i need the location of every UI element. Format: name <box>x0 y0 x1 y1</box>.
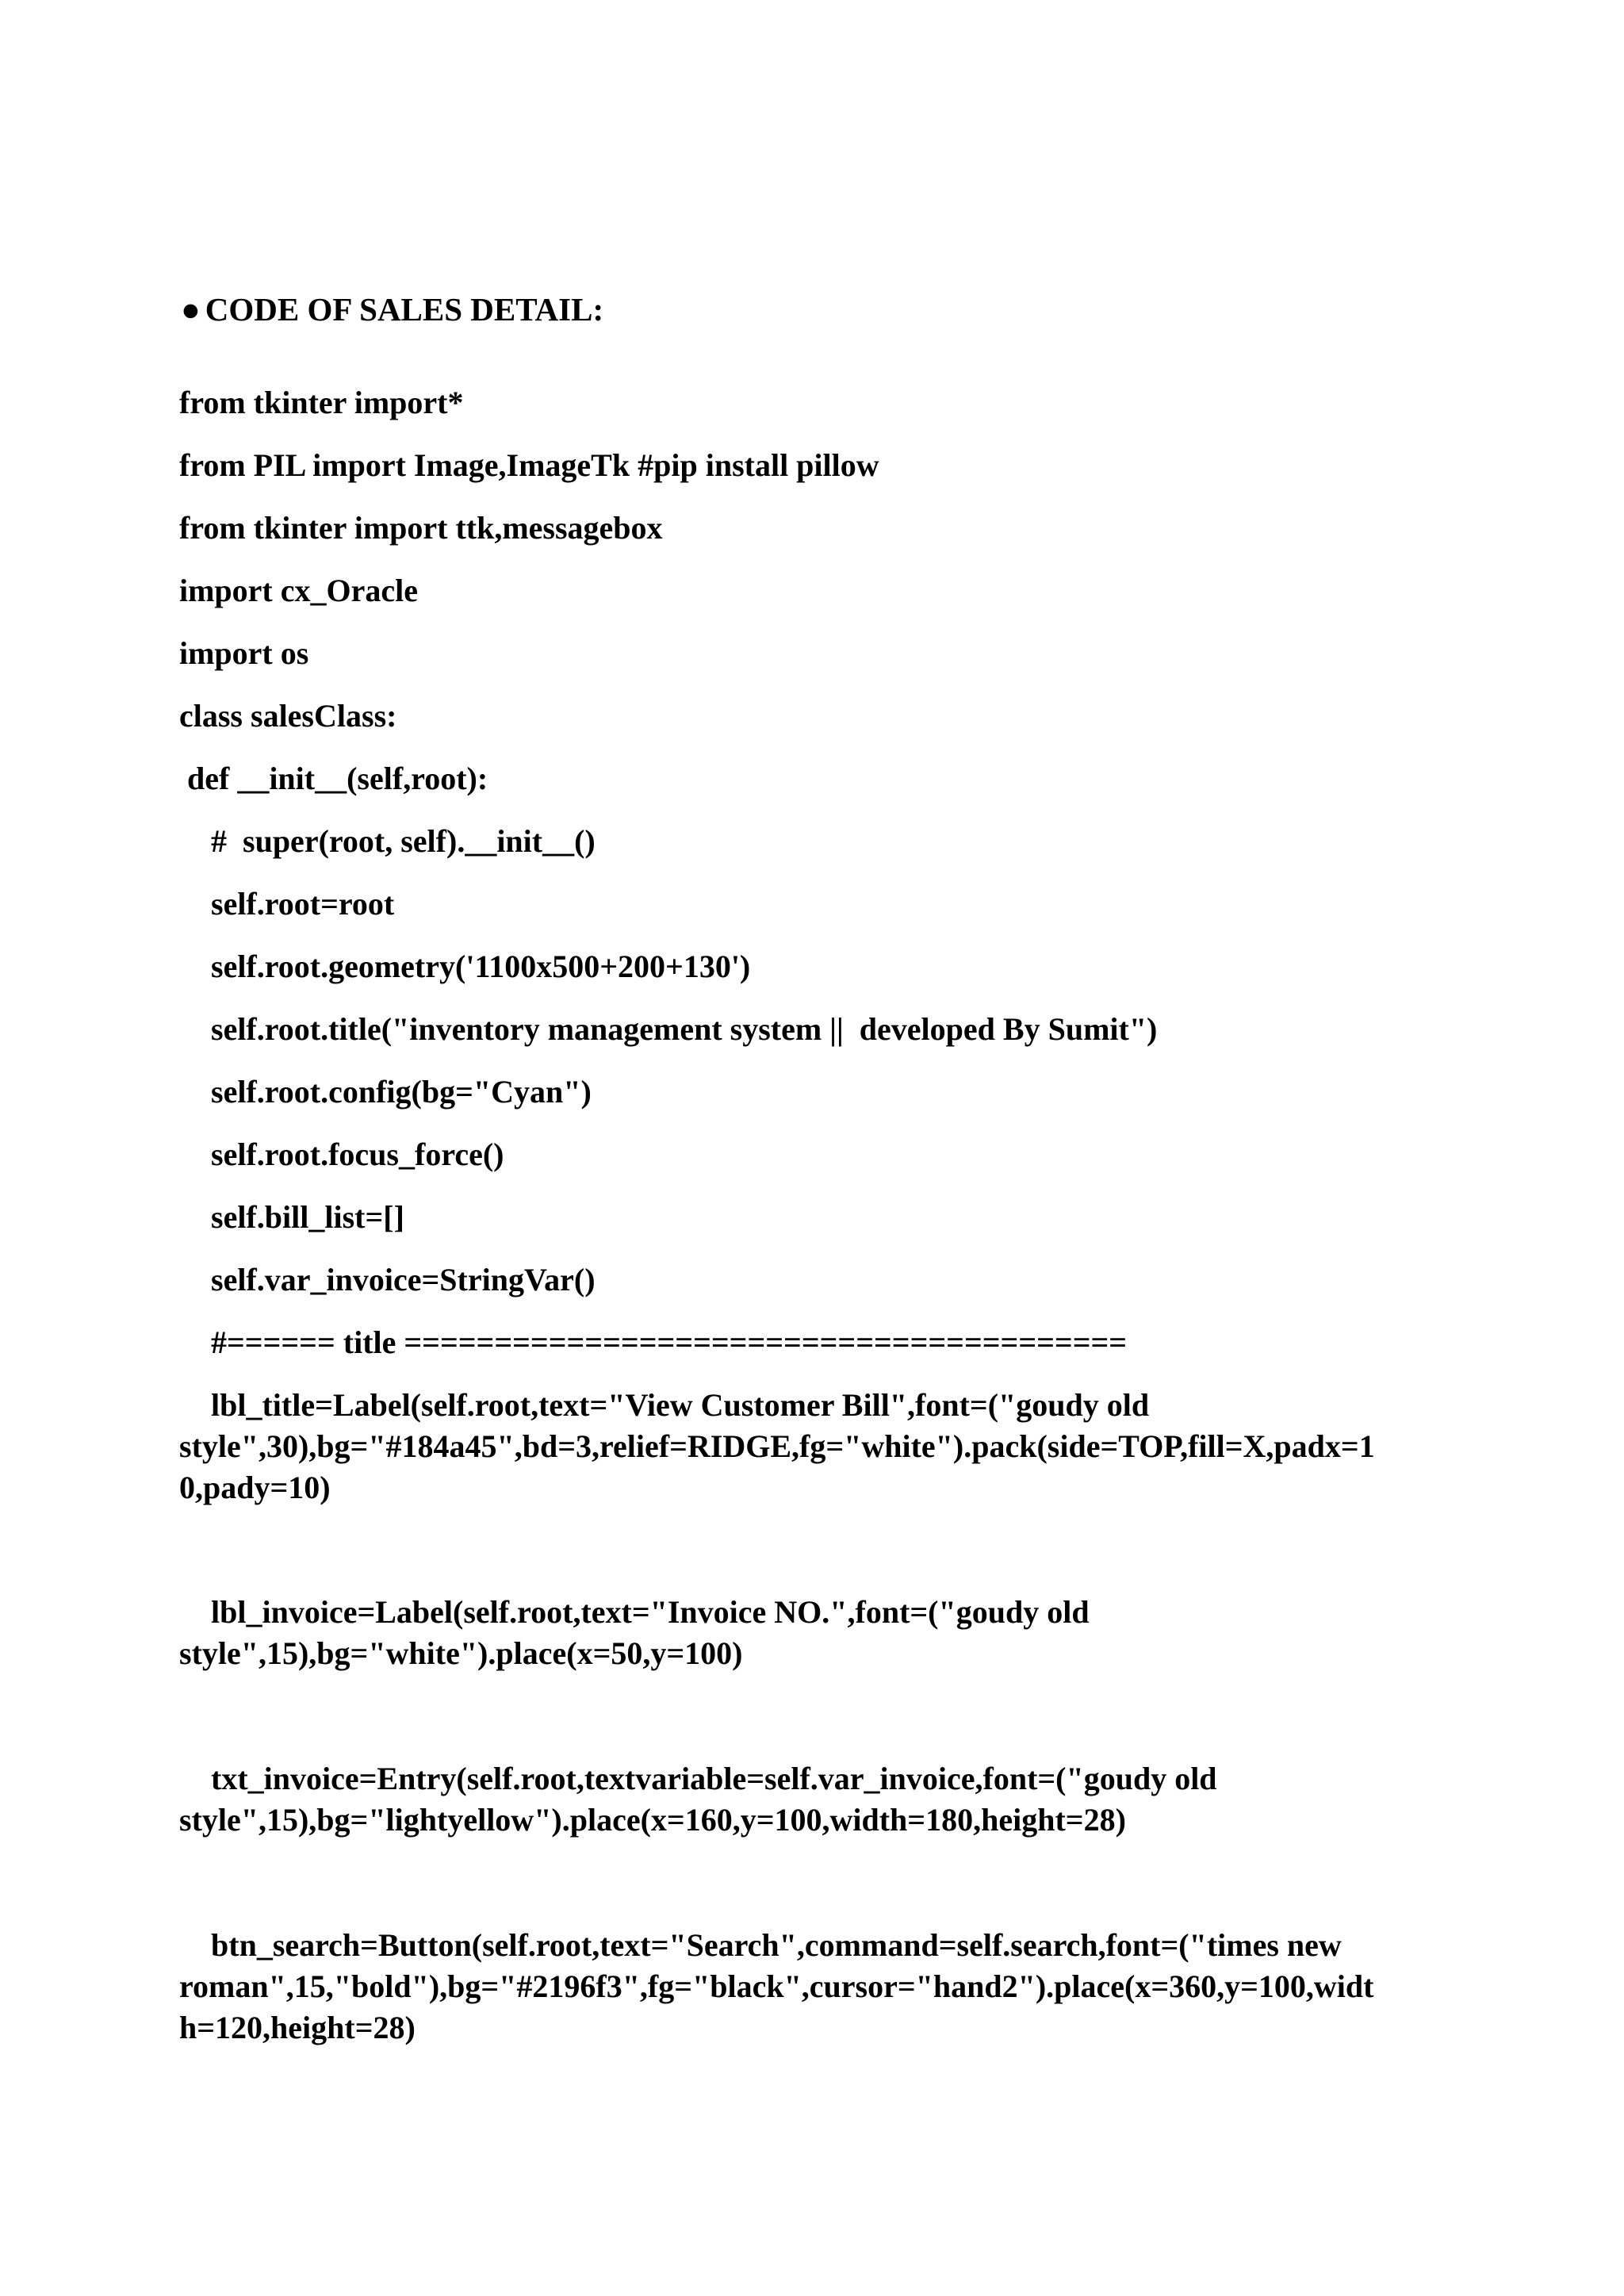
code-line: # super(root, self).__init__() <box>211 823 596 859</box>
code-line: from tkinter import* <box>179 385 464 420</box>
section-heading-text: CODE OF SALES DETAIL: <box>205 291 604 328</box>
code-line: self.root.config(bg="Cyan") <box>211 1074 592 1110</box>
code-line: self.root.geometry('1100x500+200+130') <box>211 949 751 984</box>
code-line: import cx_Oracle <box>179 573 418 608</box>
bullet-icon: ● <box>181 291 201 328</box>
code-line: #====== title ======================================== <box>211 1324 1128 1360</box>
code-line: from tkinter import ttk,messagebox <box>179 510 663 546</box>
code-line: import os <box>179 635 309 671</box>
code-line: self.root=root <box>211 886 395 922</box>
code-line: from PIL import Image,ImageTk #pip install pillow <box>179 447 879 483</box>
code-block: btn_search=Button(self.root,text="Search",command=self.search,font=("times new roman",15,"bold"),bg="#2196f3",fg="black",cursor="hand2").place(x=360,y=100,widt h=120,height=28) <box>179 1927 1374 2045</box>
code-block: txt_invoice=Entry(self.root,textvariable=self.var_invoice,font=("goudy old style",15),bg="lightyellow").place(x=160,y=100,width=180,height=28) <box>179 1761 1217 1838</box>
code-line: def __init__(self,root): <box>187 761 488 796</box>
code-line: self.bill_list=[] <box>211 1199 404 1235</box>
code-line: self.root.focus_force() <box>211 1137 504 1172</box>
code-line: class salesClass: <box>179 698 397 734</box>
code-block: lbl_title=Label(self.root,text="View Customer Bill",font=("goudy old style",30),bg="#184a45",bd=3,relief=RIDGE,fg="white").pack(side=TOP,fill=X,padx=1 0,pady=10) <box>179 1387 1375 1505</box>
section-heading <box>181 287 603 332</box>
code-line: self.root.title("inventory management system || developed By Sumit") <box>211 1011 1158 1047</box>
code-block: lbl_invoice=Label(self.root,text="Invoice NO.",font=("goudy old style",15),bg="white").place(x=50,y=100) <box>179 1594 1090 1671</box>
code-line: self.var_invoice=StringVar() <box>211 1262 596 1297</box>
